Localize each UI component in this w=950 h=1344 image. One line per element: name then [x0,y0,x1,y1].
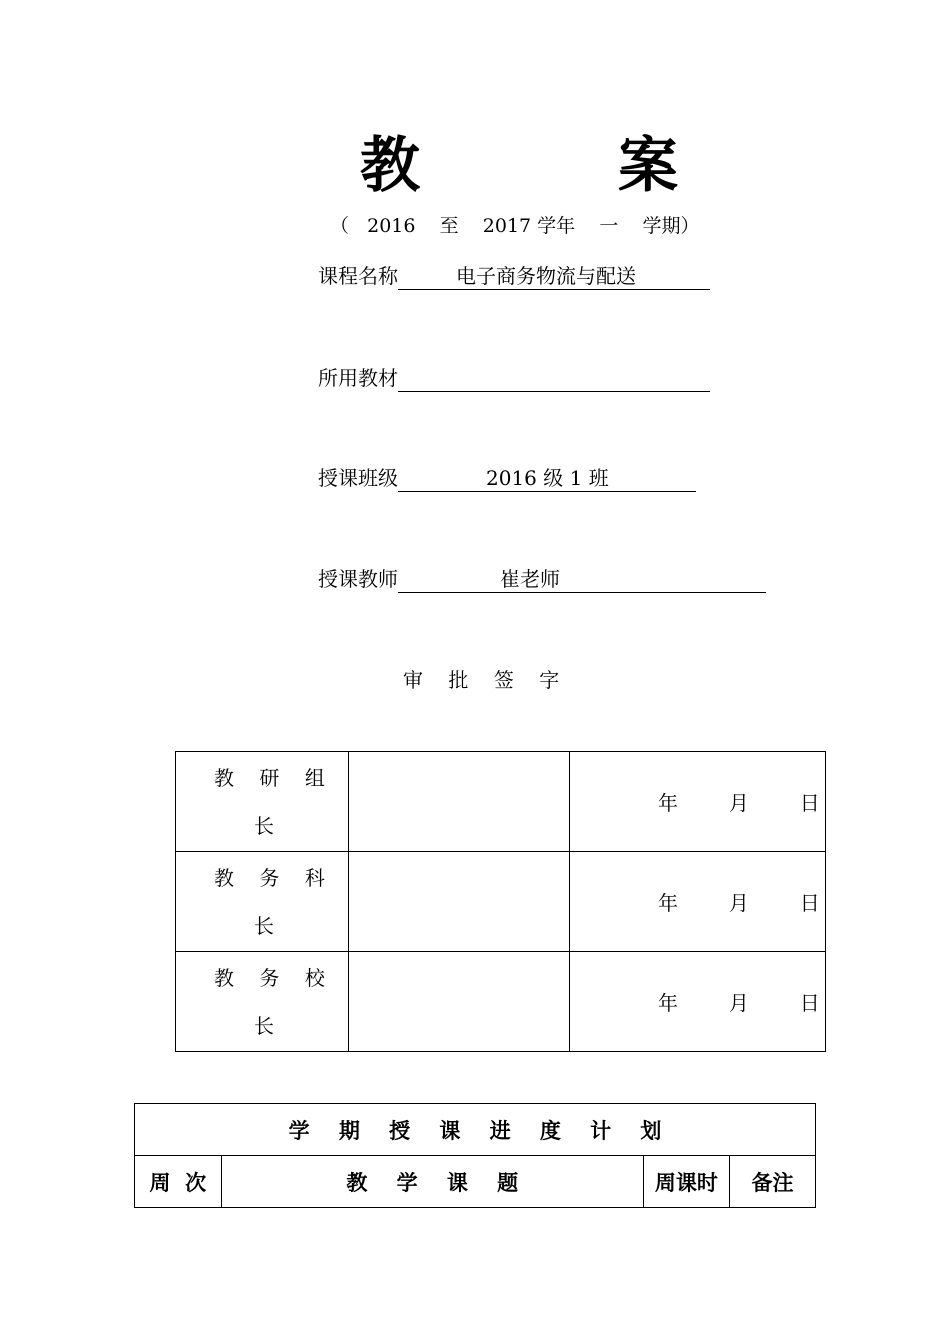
header-week: 周 次 [135,1156,222,1208]
plan-title: 学 期 授 课 进 度 计 划 [135,1104,816,1156]
course-name-value: 电子商务物流与配送 [456,264,636,288]
teaching-plan-table [134,1103,816,1208]
date-cell: 年 月 日 [570,752,826,852]
teacher-value: 崔老师 [500,567,560,591]
role-cell [176,952,349,1052]
role-label-line2: 长 [254,913,274,938]
course-name-line [398,262,710,290]
role-label-line1: 教 务 校 [214,965,325,990]
date-cell: 年 月 日 [570,952,826,1052]
role-label-line2: 长 [254,813,274,838]
header-note: 备注 [729,1156,815,1208]
approval-heading: 审 批 签 字 [403,668,560,692]
role-cell [176,852,349,952]
class-line [398,464,696,492]
signature-cell [349,752,570,852]
class-field [318,460,696,492]
signature-row [176,752,826,852]
teacher-line [398,565,766,593]
document-title-char-2: 案 [618,131,678,201]
signature-cell [349,952,570,1052]
role-label-line1: 教 务 科 [214,865,325,890]
academic-term-line: （ 2016 至 2017 学年 一 学期） [330,215,700,237]
approval-signature-table [175,751,826,1052]
class-label: 授课班级 [318,466,398,490]
date-cell: 年 月 日 [570,852,826,952]
role-label-line2: 长 [254,1013,274,1038]
textbook-field [318,360,710,392]
course-name-label: 课程名称 [318,264,398,288]
class-value: 2016 级 1 班 [486,466,609,490]
signature-row [176,952,826,1052]
teacher-field [318,561,766,593]
course-name-field [318,258,710,290]
teacher-label: 授课教师 [318,567,398,591]
document-title-char-1: 教 [360,131,420,201]
header-hours: 周课时 [643,1156,729,1208]
textbook-label: 所用教材 [318,366,398,390]
header-topic: 教 学 课 题 [221,1156,643,1208]
textbook-line [398,364,710,392]
role-cell [176,752,349,852]
signature-row [176,852,826,952]
plan-header-row [135,1156,816,1208]
role-label-line1: 教 研 组 [214,765,325,790]
signature-cell [349,852,570,952]
